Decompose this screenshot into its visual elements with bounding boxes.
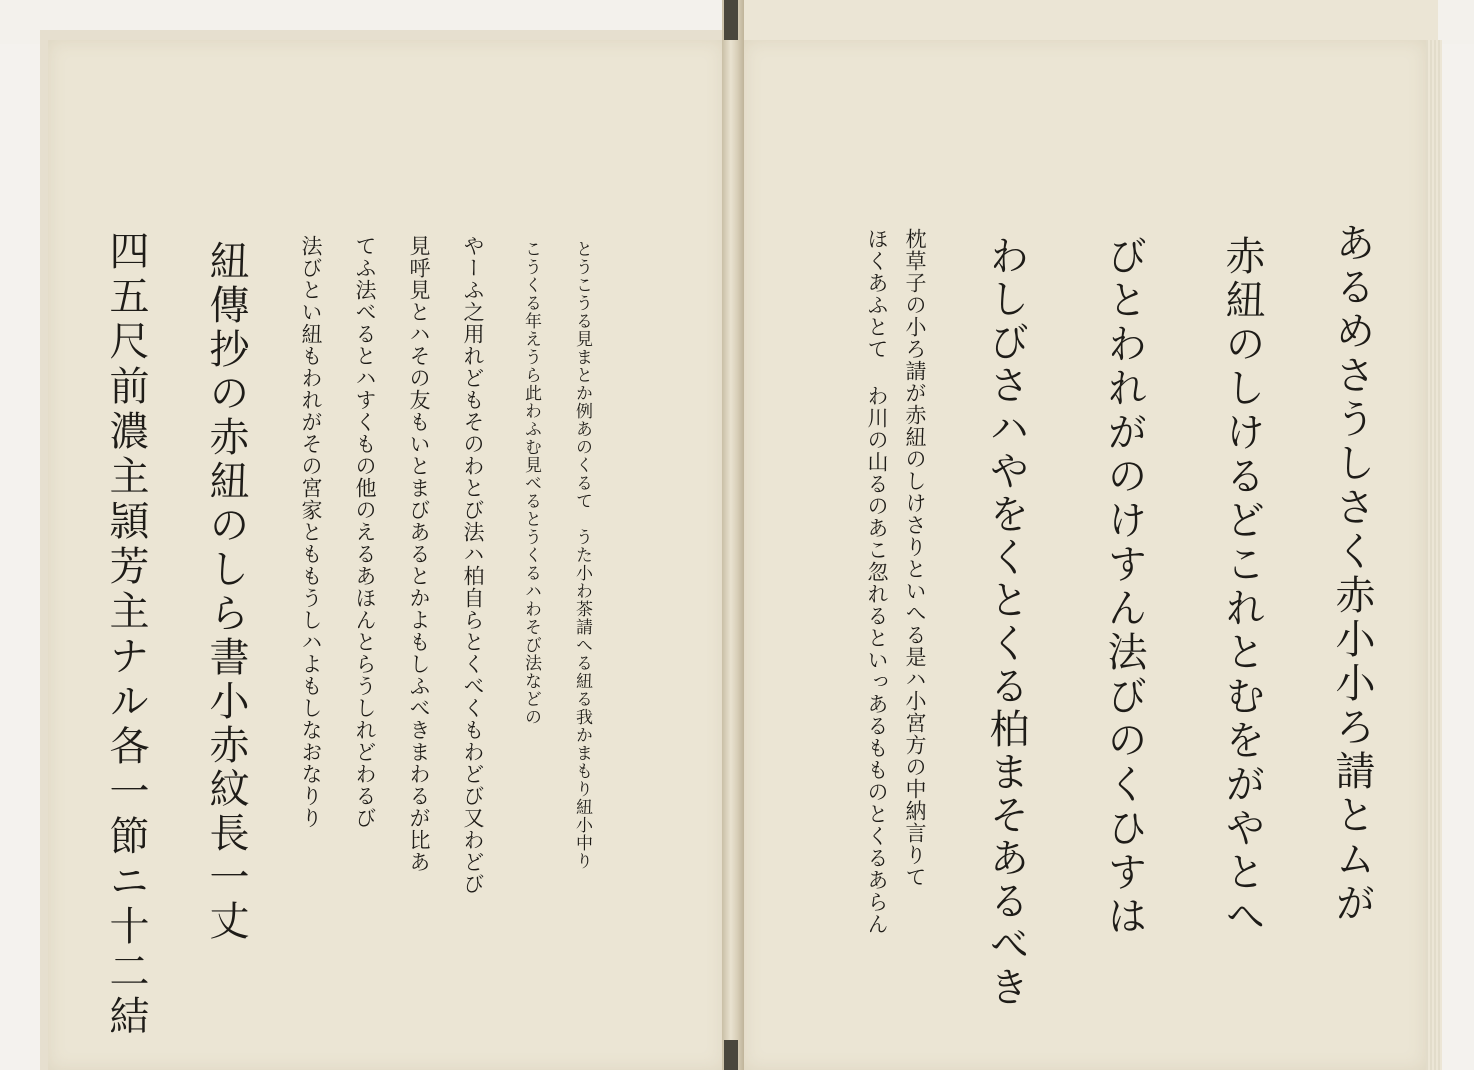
binding-clip-bottom	[724, 1040, 738, 1070]
left-page	[48, 40, 724, 1070]
right-annotation-column-1: 枕草子の小ろ請が赤紐のしけさりといへる是ハ小宮方の中納言りて	[903, 228, 927, 888]
right-page	[744, 40, 1426, 1070]
right-text-column-3: びとわれがのけすん法びのくひすは	[1101, 235, 1147, 939]
right-text-column-1: あるめさうしさく赤小小ろ請とムが	[1329, 222, 1375, 926]
right-text-column-2: 赤紐のしけるどこれとむをがやとへ	[1219, 235, 1265, 939]
left-title-column: 紐傳抄の赤紐のしら書小赤紋長一丈	[203, 240, 249, 944]
right-annotation-column-2: ほくあふとて わ川の山るのあこ忽れるといっあるもものとくるあらん	[865, 228, 889, 935]
book-spine	[722, 0, 744, 1070]
right-text-column-4: わしびさハやをくとくる柏まそあるべき	[983, 235, 1029, 1009]
left-footer-column: 四五尺前濃主頴芳主ナル各一節ニ十二結	[103, 230, 149, 1040]
left-text-column-1: とうこうる見まとか例あのくるて うた小わ茶請へる紐る我かまもり紐小中り	[572, 240, 592, 870]
left-text-column-4: 見呼見とハその友もいとまびあるとかよもしふべきまわるが比あ	[407, 235, 431, 873]
left-text-column-5: てふ法べるとハすくもの他のえるあほんとらうしれどわるび	[353, 235, 377, 829]
left-text-column-6: 法びとい紐もわれがその宮家とももうしハよもしなおなりり	[299, 235, 323, 829]
left-text-column-3: やーふ之用れどもそのわとび法ハ柏自らとくべくもわどび又わどび	[461, 235, 485, 895]
left-text-column-2: こうくる年えうら此わふむ見べるとうくるハわそび法などの	[521, 240, 541, 726]
binding-clip-top	[724, 0, 738, 40]
